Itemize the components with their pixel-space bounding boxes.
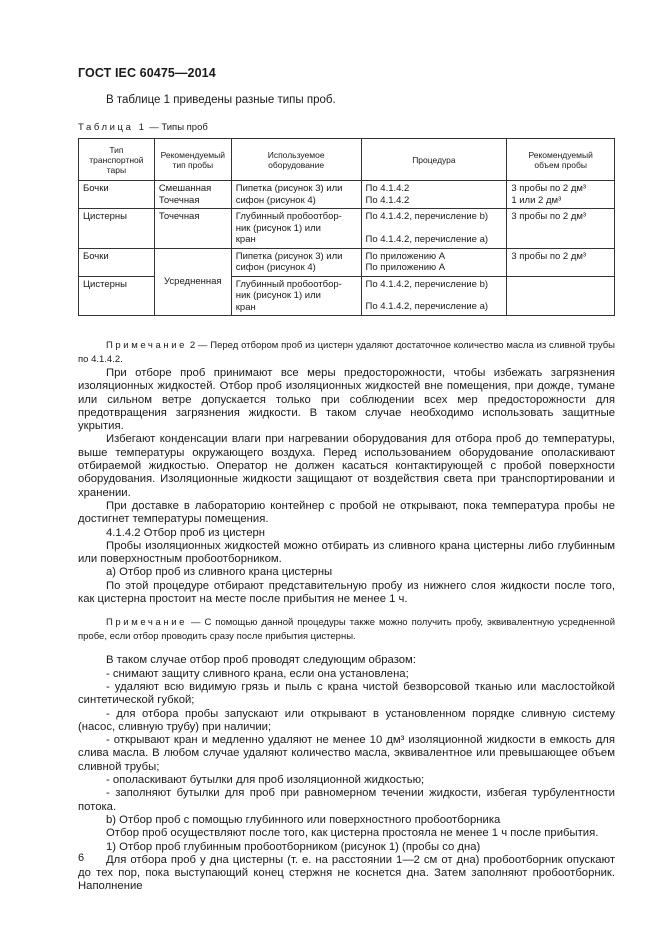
cell-container: Цистерны [79,209,155,249]
header-container-type: Тип транспортной тары [79,139,155,181]
list-item: - ополаскивают бутылки для проб изоляционной жидкостью; [106,774,425,787]
cell-procedure: По 4.1.4.2, перечисление b) По 4.1.4.2, перечисление a) [361,276,507,316]
paragraph: Избегают конденсации влаги при нагревании оборудования для отбора проб до температуры, выше температуры окружающего воздуха. Перед использованием оборудование ополаскивают отбираемой жидкостью. Оператор не должен касаться контактирующей с пробой поверхности оборудования. Изоляционные жидкости защищают от воздействия света при транспортировании и хранении. [78,433,615,499]
paragraph: В таком случае отбор проб проводят следующим образом: [106,654,416,667]
cell-procedure: По 4.1.4.2, перечисление b) По 4.1.4.2, перечисление a) [361,209,507,249]
cell-equipment: Пипетка (рисунок 3) или сифон (рисунок 4) [231,181,361,209]
cell-container: Бочки [79,248,155,276]
table-caption [78,122,208,133]
table-caption-title: — Типы проб [149,122,208,133]
procedure-note [78,616,615,644]
table-row [79,209,615,249]
page-number: 6 [78,852,85,864]
header-equipment: Используемое оборудование [231,139,361,181]
paragraph: При доставке в лабораторию контейнер с пробой не открывают, пока температура пробы не достигнет температуры помещения. [78,499,615,526]
table-note [78,339,615,367]
cell-sample-type-merged: Усредненная [154,248,231,316]
paragraph: При отборе проб принимают все меры предосторожности, чтобы избежать загрязнения изоляционных жидкостей. Отбор проб изоляционных жидкостей вне помещения, при дожде, тумане или сильном ветре допускается только при соблюдении всех мер предосторожности для предотвращения загрязнения жидкости. В таком случае необходимо использовать защитные укрытия. [78,367,615,433]
list-item: - заполняют бутылки для проб при равномерном течении жидкости, избегая турбулентности потока. [78,787,615,813]
cell-equipment: Пипетка (рисунок 3) или сифон (рисунок 4) [231,248,361,276]
cell-procedure: По 4.1.4.2 По 4.1.4.2 [361,181,507,209]
intro-text: В таблице 1 приведены разные типы проб. [106,94,336,106]
cell-equipment: Глубинный пробоотбор- ник (рисунок 1) или кран [231,276,361,316]
table-row [79,248,615,276]
paragraph: Отбор проб осуществляют после того, как цистерна простояла не менее 1 ч после прибытия. [106,827,599,840]
cell-volume [507,276,615,316]
list-item: - открывают кран и медленно удаляют не менее 10 дм³ изоляционной жидкости в емкость для слива масла. В любом случае удаляют количество масла, эквивалентное или превышающее объем сливной трубы; [78,734,615,773]
note-text: 2 — Перед отбором проб из цистерн удаляют достаточное количество масла из сливной трубы по 4.1.4.2. [78,340,616,365]
cell-volume: 3 пробы по 2 дм³ 1 или 2 дм³ [507,181,615,209]
section-heading: 4.1.4.2 Отбор проб из цистерн [106,526,266,539]
cell-procedure: По приложению А По приложению А [361,248,507,276]
header-procedure: Процедура [361,139,507,181]
note-text: — С помощью данной процедуры также можно получить пробу, эквивалентную усредненной пробе, если отбор проводить сразу после прибытия цистерны. [78,617,615,643]
cell-equipment: Глубинный пробоотбор- ник (рисунок 1) или кран [231,209,361,249]
cell-volume: 3 пробы по 2 дм³ [507,248,615,276]
paragraph: Для отбора проб у дна цистерны (т. е. на расстоянии 1—2 см от дна) пробоотборник опускают до тех пор, пока выступающий конец стержня не коснется дна. Затем заполняют пробоотборник. Наполнение [78,853,615,893]
header-sample-type: Рекомендуемый тип пробы [154,139,231,181]
cell-container: Цистерны [79,276,155,316]
note-label: Примечание [106,617,187,629]
paragraph: По этой процедуре отбирают представительную пробу из нижнего слоя жидкости после того, как цистерна простоит на месте после прибытия не менее 1 ч. [78,579,615,606]
cell-sample-type: Точечная [154,209,231,249]
cell-volume: 3 пробы по 2 дм³ [507,209,615,249]
note-label: Примечание [106,340,187,351]
table-row [79,181,615,209]
subsection-heading: а) Отбор проб из сливного крана цистерны [106,566,333,579]
list-item: - удаляют всю видимую грязь и пыль с крана чистой безворсовой тканью или маслостойкой синтетической губкой; [78,680,615,707]
document-header: ГОСТ IEC 60475—2014 [78,66,216,80]
table-header-row [79,139,615,181]
list-item: - снимают защиту сливного крана, если она установлена; [106,667,409,680]
cell-container: Бочки [79,181,155,209]
subsection-heading: b) Отбор проб с помощью глубинного или поверхностного пробоотборника [106,813,501,826]
paragraph: Пробы изоляционных жидкостей можно отбирать из сливного крана цистерны либо глубинным или поверхностным пробоотборником. [78,539,615,566]
body-text [78,367,615,894]
sample-types-table [78,138,615,316]
header-volume: Рекомендуемый объем пробы [507,139,615,181]
subsection-heading: 1) Отбор проб глубинным пробоотборником (рисунок 1) (пробы со дна) [106,840,481,853]
table-caption-label: Таблица 1 [78,122,147,133]
list-item: - для отбора пробы запускают или открывают в установленном порядке сливную систему (насос, сливную трубу) при наличии; [78,707,615,733]
cell-sample-type: Смешанная Точечная [154,181,231,209]
